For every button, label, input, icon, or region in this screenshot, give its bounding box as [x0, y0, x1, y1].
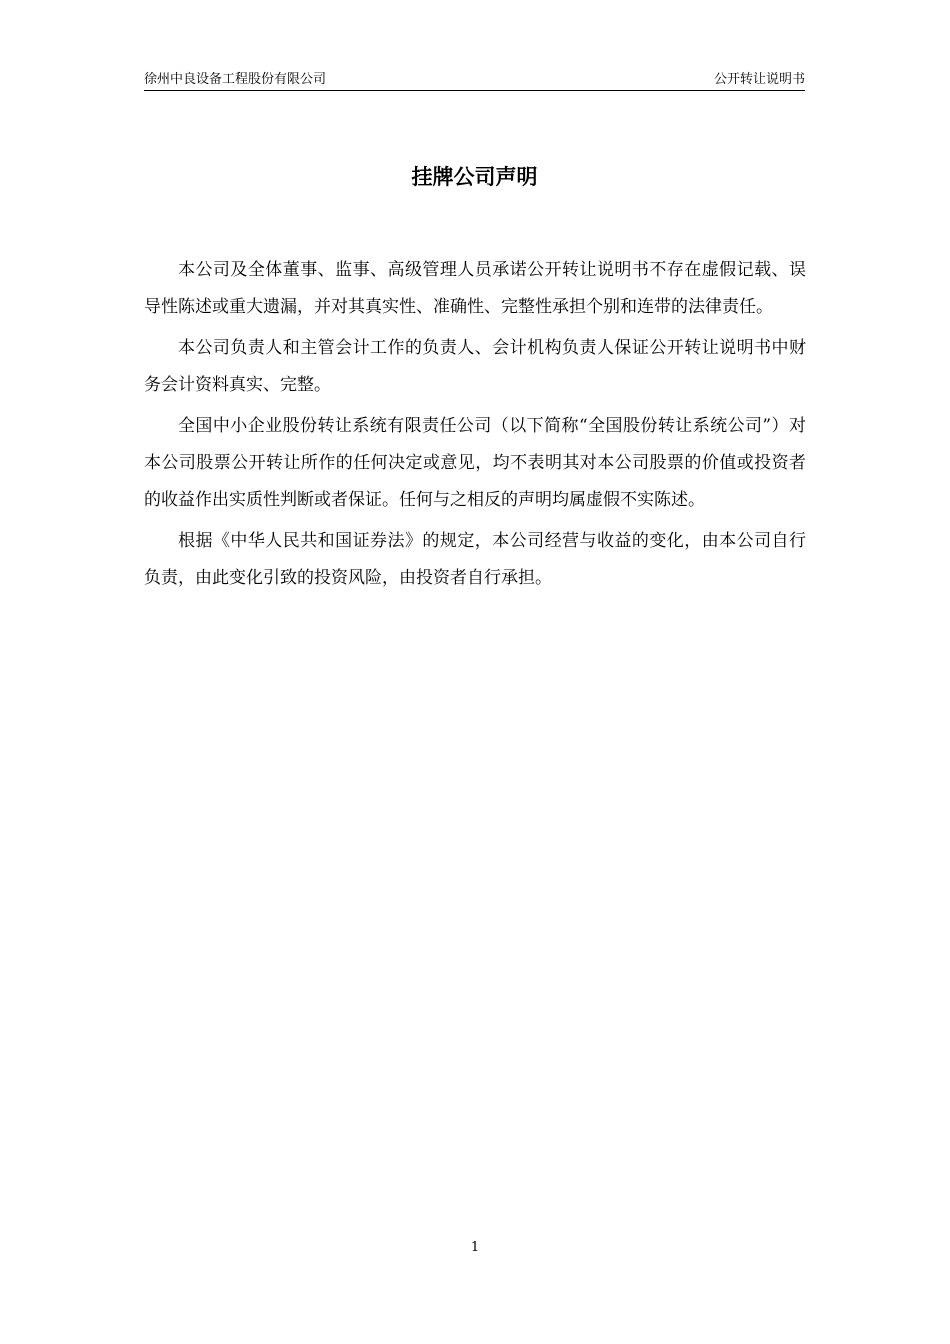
page-title: 挂牌公司声明 [411, 165, 538, 189]
paragraph-directors-commitment: 本公司及全体董事、监事、高级管理人员承诺公开转让说明书不存在虚假记载、误导性陈述或重大遗漏，并对其真实性、准确性、完整性承担个别和连带的法律责任。 [144, 260, 806, 317]
paragraph-investment-risk: 根据《中华人民共和国证券法》的规定，本公司经营与收益的变化，由本公司自行负责，由此变化引致的投资风险，由投资者自行承担。 [144, 531, 806, 588]
header-document-name: 公开转让说明书 [713, 72, 805, 87]
statement-body [144, 252, 806, 601]
paragraph-neeq-disclaimer: 全国中小企业股份转让系统有限责任公司（以下简称“全国股份转让系统公司”）对本公司股票公开转让所作的任何决定或意见，均不表明其对本公司股票的价值或投资者的收益作出实质性判断或者保证。任何与之相反的声明均属虚假不实陈述。 [144, 416, 806, 510]
page-number: 1 [470, 1240, 480, 1255]
header-company-name: 徐州中良设备工程股份有限公司 [144, 72, 327, 87]
paragraph-financial-guarantee: 本公司负责人和主管会计工作的负责人、会计机构负责人保证公开转让说明书中财务会计资料真实、完整。 [144, 338, 806, 395]
page-header [144, 72, 805, 91]
